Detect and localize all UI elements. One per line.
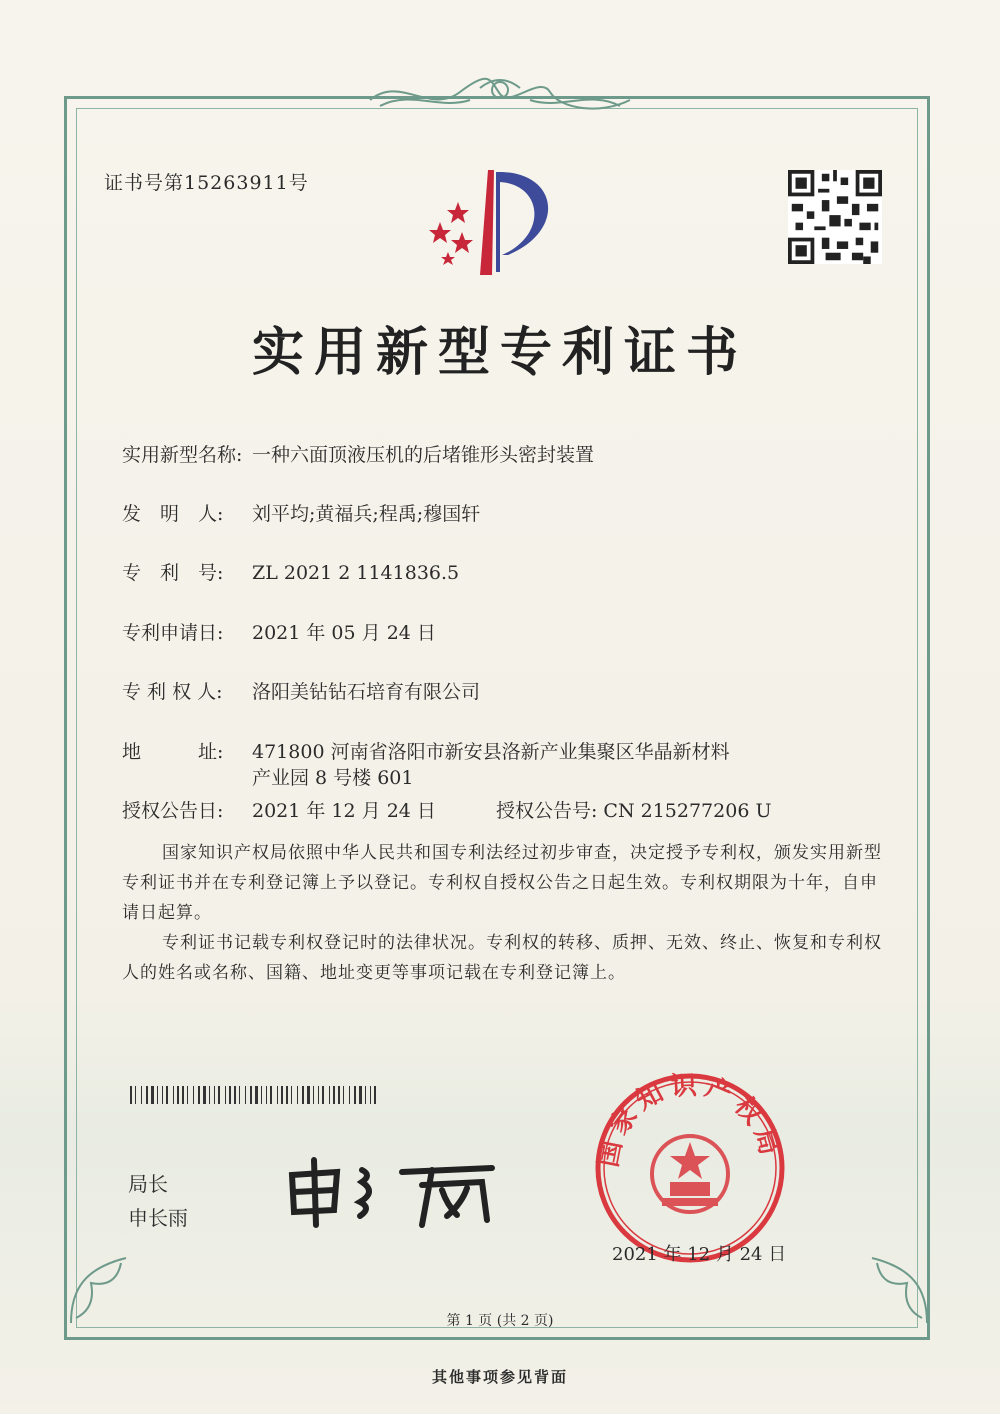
field-utility-model-name: [122, 440, 594, 467]
body-paragraph-2: 专利证书记载专利权登记时的法律状况。专利权的转移、质押、无效、终止、恢复和专利权人的姓名或名称、国籍、地址变更等事项记载在专利登记簿上。: [122, 933, 882, 983]
handwritten-signature: [282, 1150, 512, 1230]
signatory-title: 局长: [128, 1172, 168, 1196]
certificate-number: 证书号第15263911号: [104, 172, 309, 194]
field-value: 2021 年 12 月 24 日: [252, 800, 436, 822]
page-number: 第 1 页 (共 2 页): [446, 1313, 554, 1329]
field-grant-number: [496, 796, 771, 823]
field-value: CN 215277206 U: [603, 800, 772, 822]
field-label: 授权公告日:: [122, 800, 224, 822]
field-label: 专 利 号:: [122, 562, 224, 584]
field-address-line2: 产业园 8 号楼 601: [252, 767, 414, 789]
field-address: [122, 737, 730, 764]
field-grant-date: [122, 796, 436, 823]
field-value: 一种六面顶液压机的后堵锥形头密封装置: [252, 444, 595, 466]
field-value: 洛阳美钻钻石培育有限公司: [252, 681, 481, 703]
field-label: 发 明 人:: [122, 503, 224, 525]
field-value: 刘平均;黄福兵;程禹;穆国轩: [252, 503, 481, 525]
seal-date: 2021 年 12 月 24 日: [612, 1244, 787, 1265]
certificate-title: 实用新型专利证书: [251, 322, 748, 383]
footer-note: 其他事项参见背面: [431, 1368, 568, 1386]
field-value: 2021 年 05 月 24 日: [252, 622, 436, 644]
top-ornament: [360, 70, 640, 118]
field-label: 地 址:: [122, 741, 224, 763]
signatory-name: 申长雨: [128, 1206, 188, 1230]
field-label: 专 利 权 人:: [122, 681, 223, 703]
qr-code-icon: [788, 170, 882, 264]
official-seal: [592, 1070, 788, 1266]
body-paragraph-1: 国家知识产权局依照中华人民共和国专利法经过初步审查，决定授予专利权，颁发实用新型专利证书并在专利登记簿上予以登记。专利权自授权公告之日起生效。专利权期限为十年，自申请日起算。: [122, 843, 882, 923]
barcode-icon: [130, 1086, 380, 1104]
field-value: ZL 2021 2 1141836.5: [252, 562, 460, 584]
seal-text: 国家知识产权局: [593, 1070, 786, 1170]
field-label: 专利申请日:: [122, 622, 224, 644]
cnipa-logo-icon: [418, 160, 568, 278]
inner-border-frame: [76, 108, 918, 1328]
field-label: 授权公告号:: [496, 800, 598, 822]
field-filing-date: [122, 618, 436, 645]
field-inventor: [122, 499, 480, 526]
field-patent-number: [122, 558, 459, 585]
field-value: 471800 河南省洛阳市新安县洛新产业集聚区华晶新材料: [252, 741, 730, 763]
field-patentee: [122, 677, 480, 704]
field-label: 实用新型名称:: [122, 444, 243, 466]
